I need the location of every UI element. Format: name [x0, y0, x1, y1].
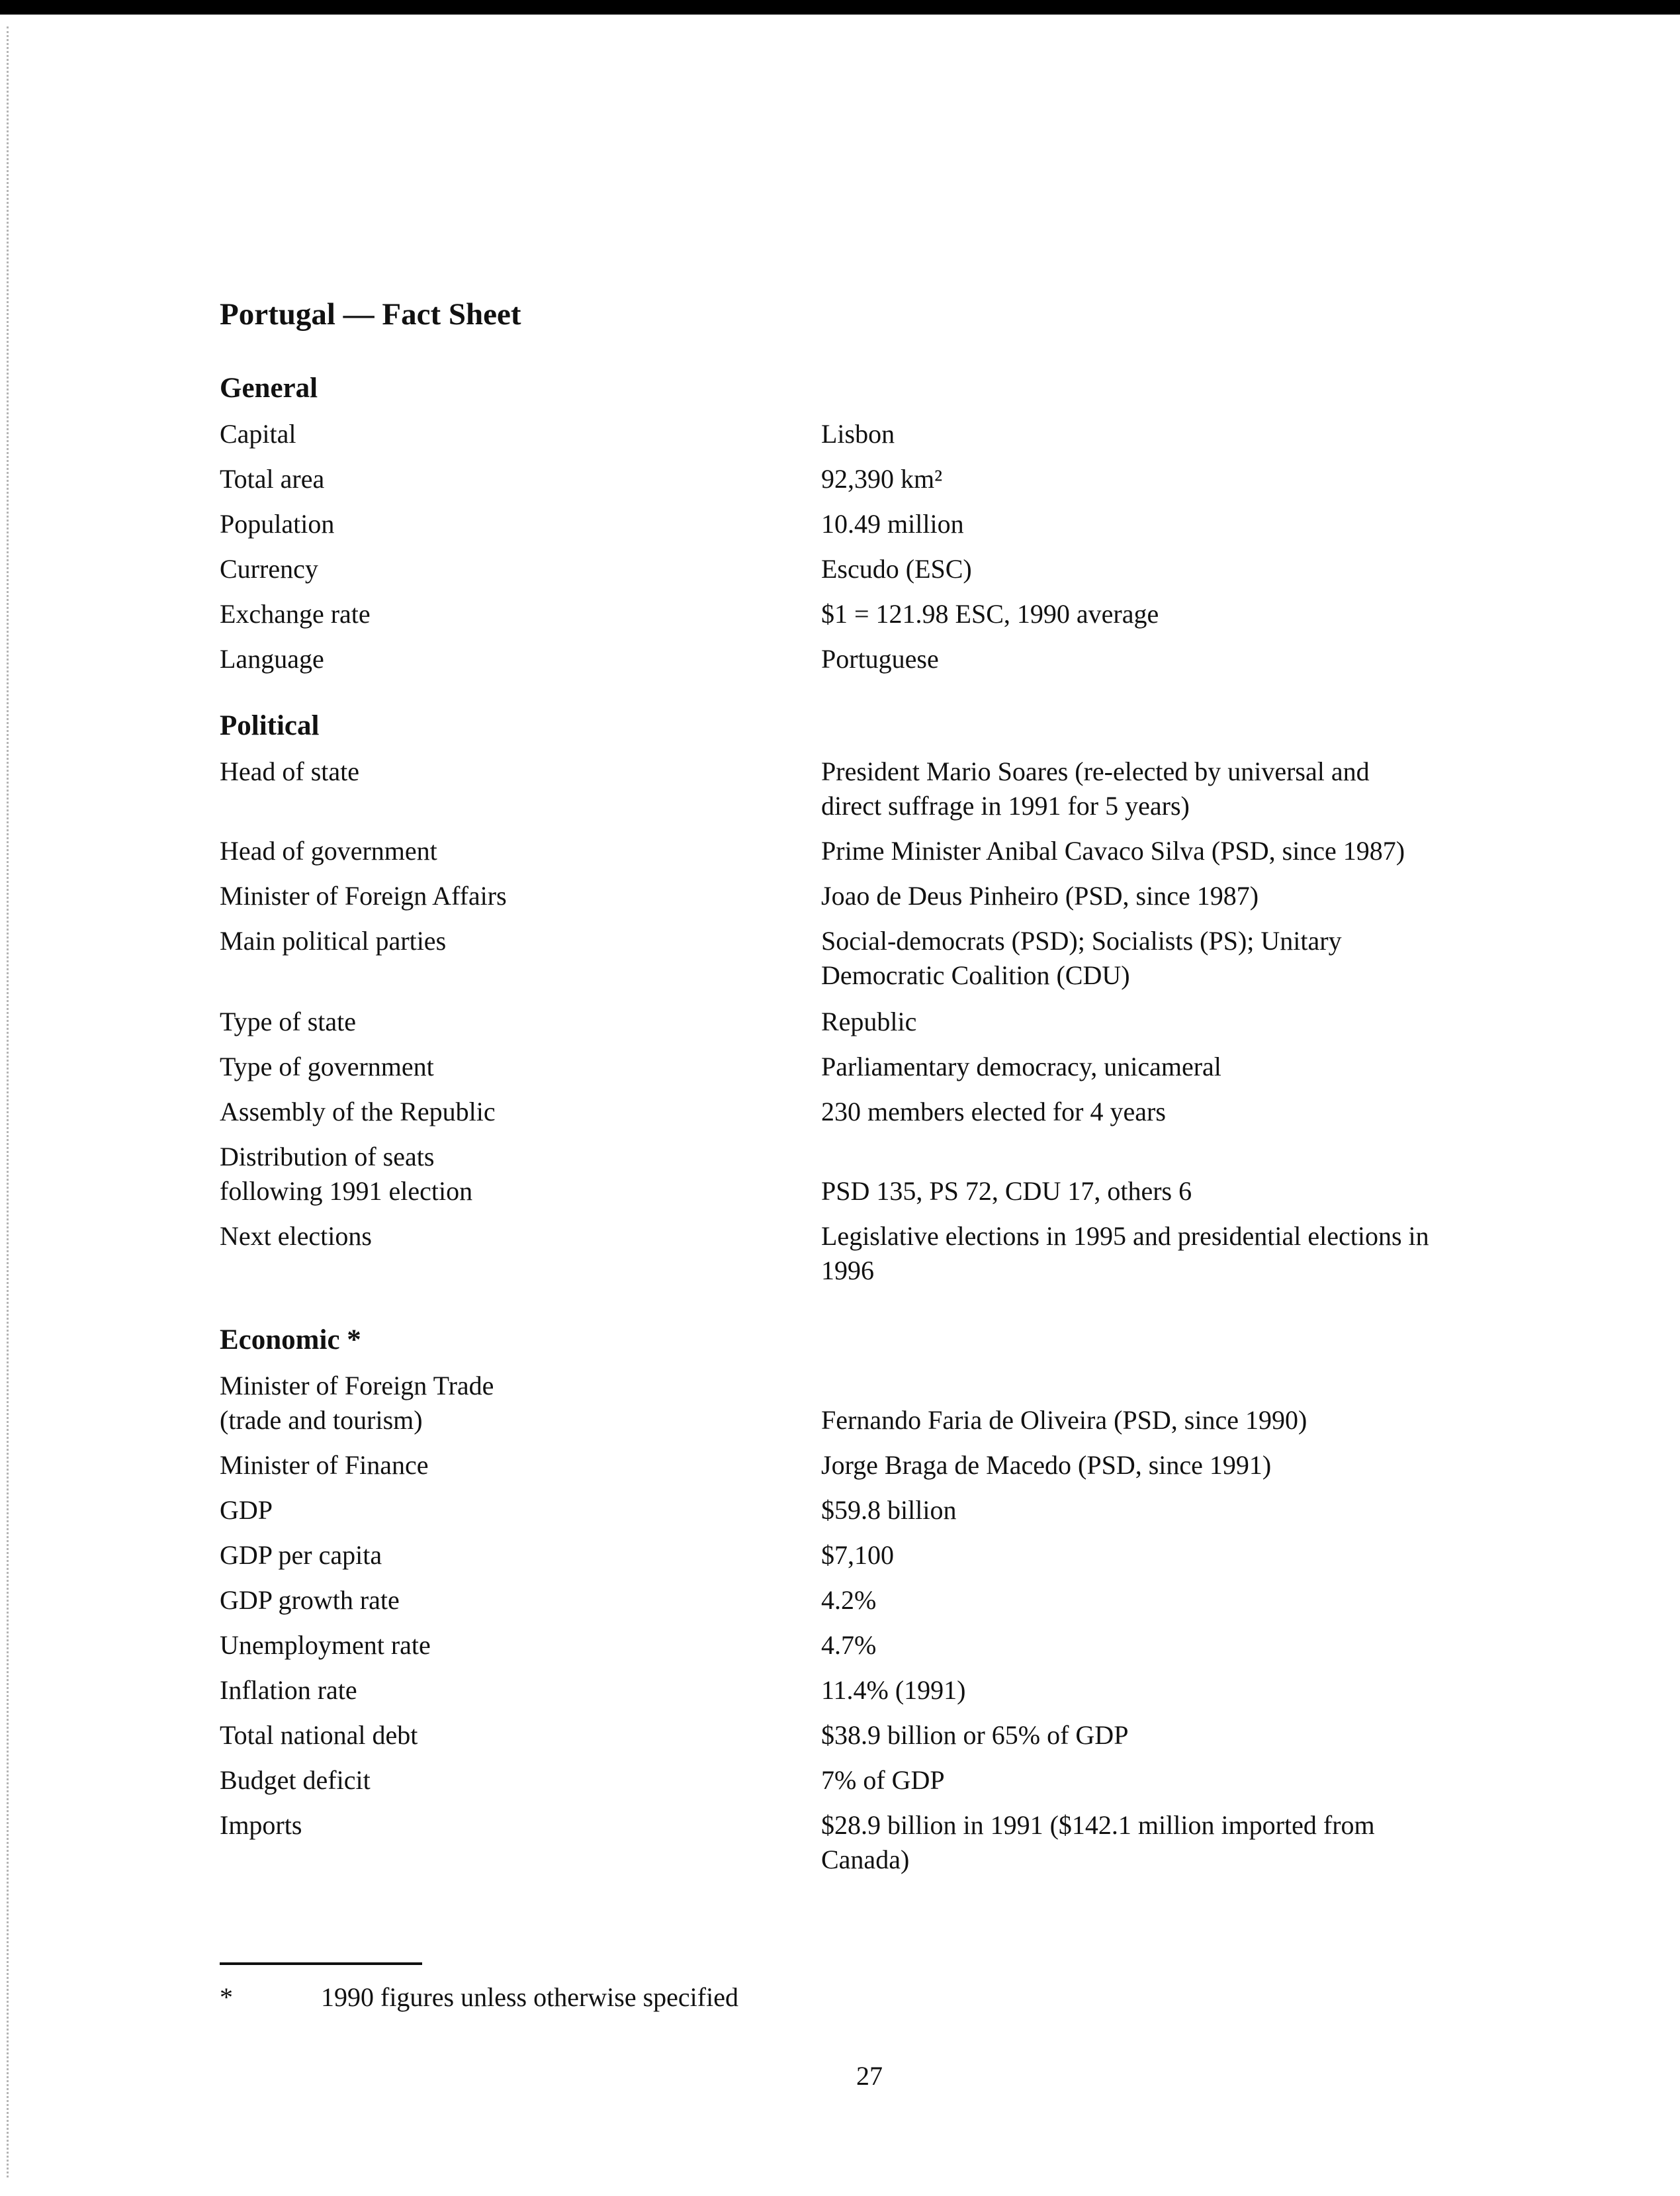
page-number: 27 — [856, 2061, 883, 2091]
value-unemployment-rate: 4.7% — [821, 1630, 877, 1660]
value-total-area: 92,390 km² — [821, 464, 943, 494]
value-gdp: $59.8 billion — [821, 1495, 957, 1525]
label-exchange-rate: Exchange rate — [220, 599, 371, 629]
label-type-of-government: Type of government — [220, 1052, 434, 1081]
label-minister-of-finance: Minister of Finance — [220, 1450, 429, 1480]
value-exchange-rate: $1 = 121.98 ESC, 1990 average — [821, 599, 1159, 629]
value-budget-deficit: 7% of GDP — [821, 1765, 945, 1795]
label-population: Population — [220, 509, 335, 539]
label-next-elections: Next elections — [220, 1221, 372, 1251]
label-currency: Currency — [220, 554, 318, 584]
label-gdp-per-capita: GDP per capita — [220, 1540, 382, 1570]
value-minister-foreign-affairs: Joao de Deus Pinheiro (PSD, since 1987) — [821, 881, 1259, 911]
label-head-of-state: Head of state — [220, 756, 360, 786]
footnote-marker: * — [220, 1982, 233, 2012]
value-assembly-of-the-republic: 230 members elected for 4 years — [821, 1097, 1166, 1126]
label-budget-deficit: Budget deficit — [220, 1765, 371, 1795]
value-main-political-parties: Social-democrats (PSD); Socialists (PS); Unitary Democratic Coalition (CDU) — [821, 926, 1342, 990]
label-total-national-debt: Total national debt — [220, 1720, 418, 1750]
label-minister-foreign-trade: Minister of Foreign Trade (trade and tourism) — [220, 1371, 494, 1435]
section-heading-general: General — [220, 373, 318, 404]
value-gdp-growth-rate: 4.2% — [821, 1585, 877, 1615]
label-gdp: GDP — [220, 1495, 273, 1525]
label-main-political-parties: Main political parties — [220, 926, 447, 956]
value-distribution-of-seats: PSD 135, PS 72, CDU 17, others 6 — [821, 1176, 1192, 1206]
section-heading-political: Political — [220, 710, 320, 741]
footnote-divider — [220, 1962, 422, 1965]
value-total-national-debt: $38.9 billion or 65% of GDP — [821, 1720, 1129, 1750]
label-imports: Imports — [220, 1810, 302, 1840]
value-head-of-state: President Mario Soares (re-elected by universal and direct suffrage in 1991 for 5 years) — [821, 756, 1370, 821]
label-type-of-state: Type of state — [220, 1007, 357, 1036]
footnote-text: 1990 figures unless otherwise specified — [321, 1982, 738, 2012]
label-assembly-of-the-republic: Assembly of the Republic — [220, 1097, 496, 1126]
label-gdp-growth-rate: GDP growth rate — [220, 1585, 400, 1615]
scan-left-edge-marks — [7, 26, 13, 2177]
scan-top-border — [0, 0, 1680, 15]
value-type-of-state: Republic — [821, 1007, 917, 1036]
section-heading-economic: Economic * — [220, 1324, 361, 1355]
value-minister-of-finance: Jorge Braga de Macedo (PSD, since 1991) — [821, 1450, 1272, 1480]
page-title: Portugal — Fact Sheet — [220, 297, 521, 332]
value-imports: $28.9 billion in 1991 ($142.1 million imported from Canada) — [821, 1810, 1375, 1874]
value-gdp-per-capita: $7,100 — [821, 1540, 894, 1570]
value-currency: Escudo (ESC) — [821, 554, 972, 584]
value-next-elections: Legislative elections in 1995 and presidential elections in 1996 — [821, 1221, 1429, 1285]
value-head-of-government: Prime Minister Anibal Cavaco Silva (PSD, since 1987) — [821, 836, 1405, 866]
value-population: 10.49 million — [821, 509, 964, 539]
value-minister-foreign-trade: Fernando Faria de Oliveira (PSD, since 1990) — [821, 1405, 1307, 1435]
value-capital: Lisbon — [821, 419, 895, 449]
label-inflation-rate: Inflation rate — [220, 1675, 357, 1705]
label-distribution-of-seats: Distribution of seats following 1991 election — [220, 1142, 473, 1206]
label-minister-foreign-affairs: Minister of Foreign Affairs — [220, 881, 507, 911]
label-capital: Capital — [220, 419, 296, 449]
value-inflation-rate: 11.4% (1991) — [821, 1675, 966, 1705]
value-type-of-government: Parliamentary democracy, unicameral — [821, 1052, 1221, 1081]
label-total-area: Total area — [220, 464, 325, 494]
label-language: Language — [220, 644, 324, 674]
label-unemployment-rate: Unemployment rate — [220, 1630, 431, 1660]
label-head-of-government: Head of government — [220, 836, 437, 866]
value-language: Portuguese — [821, 644, 939, 674]
